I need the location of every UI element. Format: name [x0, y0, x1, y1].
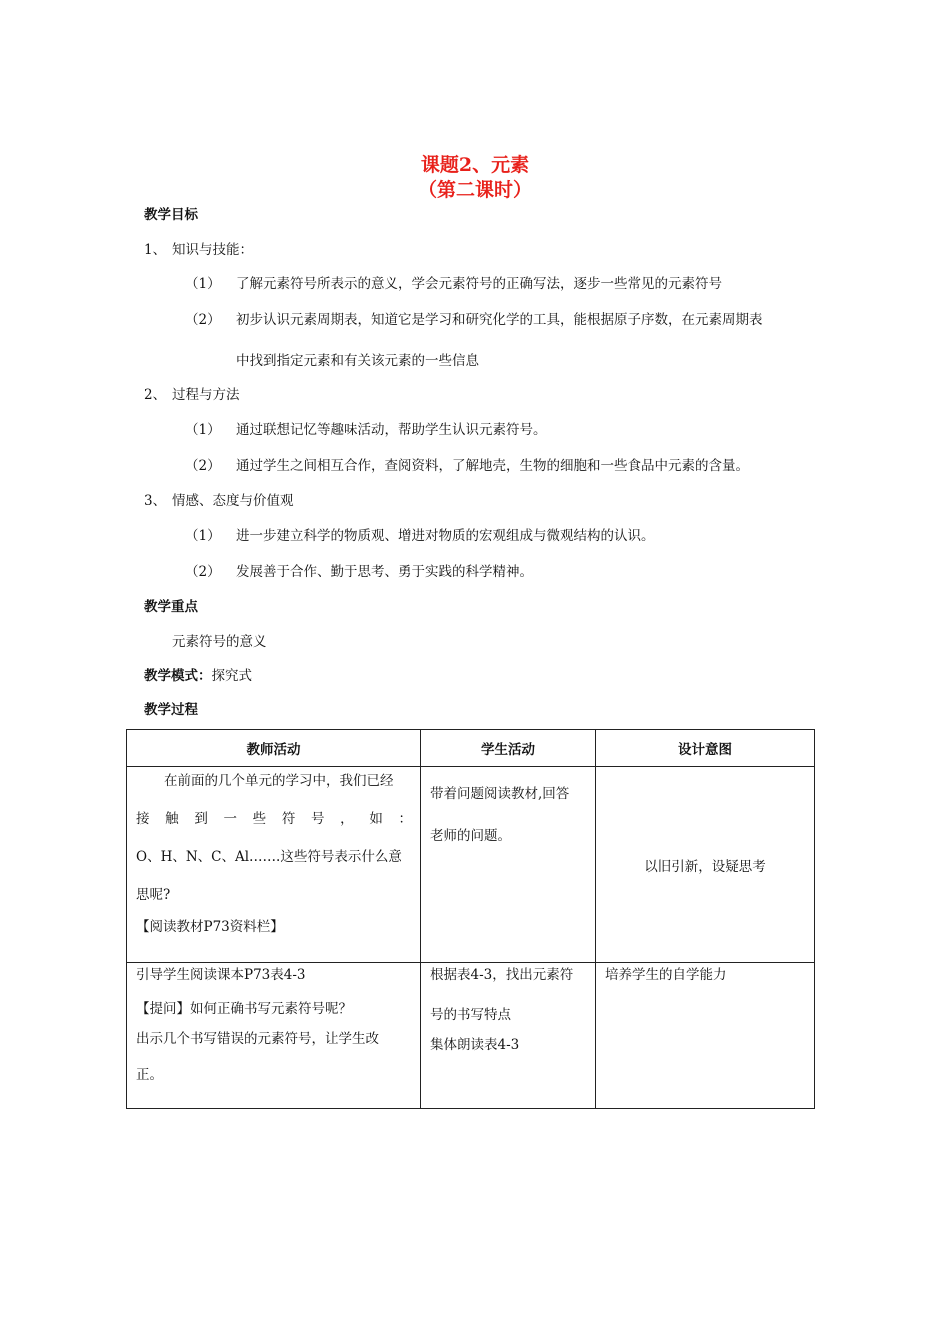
row2-intent: 培养学生的自学能力 [605, 967, 727, 983]
item-1-2-num: （2） [185, 312, 221, 328]
row1-intent-cell [596, 767, 815, 963]
row2-teacher-line: 正。 [136, 1067, 163, 1083]
row2-teacher-line: 引导学生阅读课本P73表4-3 [136, 967, 306, 983]
section-3-num: 3、 [144, 493, 167, 509]
table-row [127, 767, 815, 963]
header-student: 学生活动 [421, 730, 596, 767]
header-intent: 设计意图 [596, 730, 815, 767]
row2-intent-cell [596, 963, 815, 1109]
row1-teacher-line: 接 触 到 一 些 符 号 ， 如 ： [136, 811, 412, 827]
item-3-2-num: （2） [185, 564, 221, 580]
mode-label: 教学模式： [144, 668, 212, 684]
row1-teacher-line: 思呢? [136, 887, 171, 903]
item-1-2-cont: 中找到指定元素和有关该元素的一些信息 [236, 353, 479, 369]
item-2-2-text: 通过学生之间相互合作，查阅资料，了解地壳，生物的细胞和一些食品中元素的含量。 [236, 458, 749, 474]
row2-student-cell [421, 963, 596, 1109]
item-1-2-text: 初步认识元素周期表，知道它是学习和研究化学的工具，能根据原子序数，在元素周期表 [236, 312, 763, 328]
row2-student-line: 号的书写特点 [430, 1007, 511, 1023]
item-3-2-text: 发展善于合作、勤于思考、勇于实践的科学精神。 [236, 564, 533, 580]
section-3-label: 情感、态度与价值观 [172, 493, 294, 509]
row2-teacher-line: 出示几个书写错误的元素符号，让学生改 [136, 1031, 379, 1047]
item-2-1-text: 通过联想记忆等趣味活动，帮助学生认识元素符号。 [236, 422, 547, 438]
row1-student-line: 老师的问题。 [430, 828, 511, 844]
page-title: 课题2、元素 [420, 154, 530, 176]
row1-teacher-line: 在前面的几个单元的学习中，我们已经 [164, 773, 394, 789]
mode-value: 探究式 [211, 668, 252, 684]
row1-teacher-line: O、H、N、C、Al…….这些符号表示什么意 [136, 849, 402, 865]
row2-student-line: 集体朗读表4-3 [430, 1037, 520, 1053]
process-table [126, 729, 815, 1109]
row1-intent: 以旧引新，设疑思考 [644, 858, 766, 875]
section-2-label: 过程与方法 [172, 387, 240, 403]
page-subtitle: （第二课时） [417, 179, 532, 201]
section-1-label: 知识与技能： [172, 242, 253, 258]
section-2-num: 2、 [144, 387, 167, 403]
row1-teacher-cell [127, 767, 421, 963]
row1-student-line: 带着问题阅读教材,回答 [430, 786, 570, 802]
row2-teacher-cell [127, 963, 421, 1109]
mode-line [144, 664, 252, 684]
goals-heading: 教学目标 [144, 207, 198, 223]
item-1-1-num: （1） [185, 276, 221, 292]
section-1-num: 1、 [144, 242, 167, 258]
header-teacher: 教师活动 [127, 730, 421, 767]
table-header-row [127, 730, 815, 767]
row1-student-cell [421, 767, 596, 963]
item-3-1-num: （1） [185, 528, 221, 544]
item-1-1-text: 了解元素符号所表示的意义，学会元素符号的正确写法，逐步一些常见的元素符号 [236, 276, 722, 292]
row2-student-line: 根据表4-3，找出元素符 [430, 967, 574, 983]
item-3-1-text: 进一步建立科学的物质观、增进对物质的宏观组成与微观结构的认识。 [236, 528, 655, 544]
item-2-2-num: （2） [185, 458, 221, 474]
table-row [127, 963, 815, 1109]
row1-teacher-line: 【阅读教材P73资料栏】 [136, 919, 284, 935]
row2-teacher-line: 【提问】如何正确书写元素符号呢？ [136, 1001, 352, 1017]
focus-text: 元素符号的意义 [172, 634, 267, 650]
item-2-1-num: （1） [185, 422, 221, 438]
focus-heading: 教学重点 [144, 599, 198, 615]
process-heading: 教学过程 [144, 702, 198, 718]
